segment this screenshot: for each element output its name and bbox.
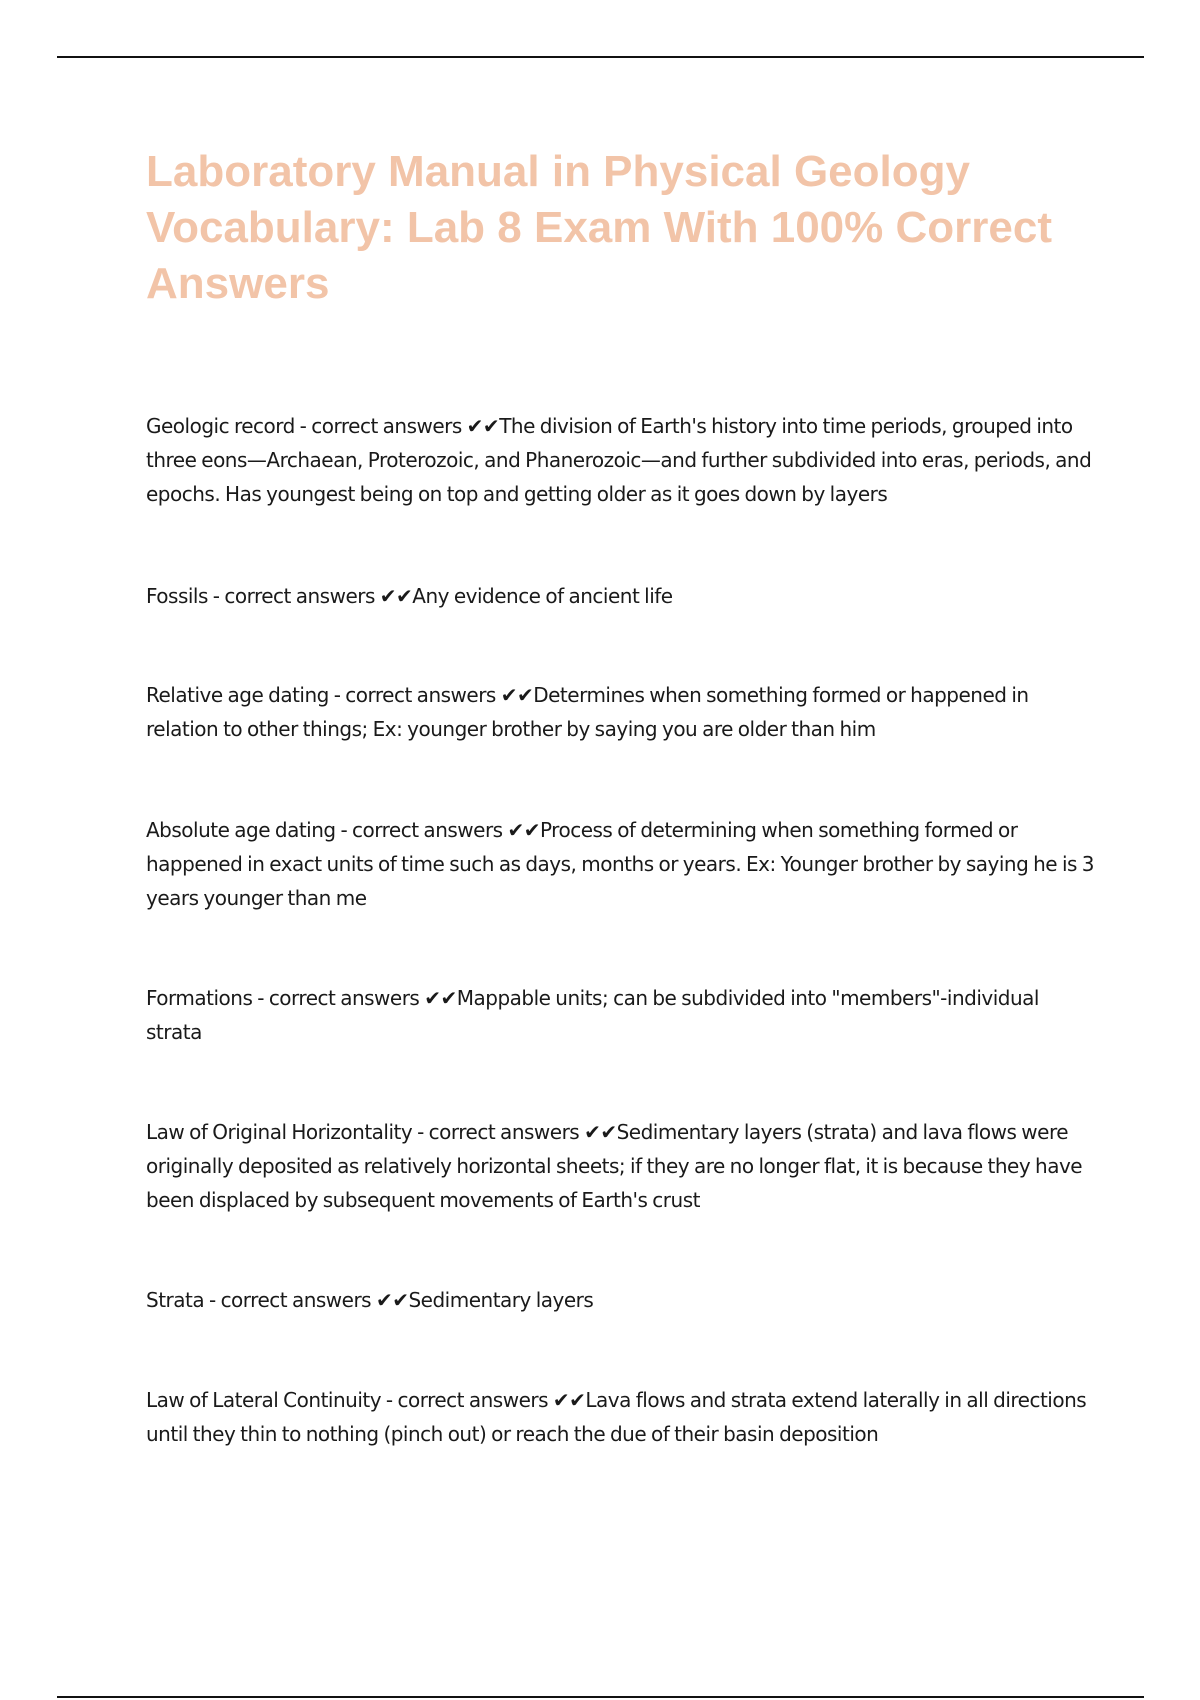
entry-term: Geologic record bbox=[146, 414, 295, 438]
entry-term: Absolute age dating bbox=[146, 818, 336, 842]
entry-separator: - bbox=[252, 986, 269, 1010]
vocab-entry bbox=[146, 1383, 1096, 1451]
vocab-entry bbox=[146, 1115, 1096, 1217]
entry-separator: - bbox=[294, 414, 312, 438]
entry-term: Formations bbox=[146, 986, 253, 1010]
entry-separator: - bbox=[207, 584, 225, 608]
document-title: Laboratory Manual in Physical Geology Vocabulary: Lab 8 Exam With 100% Correct Answers bbox=[146, 147, 1052, 308]
double-check-icon: ✔✔ bbox=[375, 1288, 409, 1312]
vocab-entry bbox=[146, 1283, 1096, 1317]
entry-definition: Mappable units; can be subdivided into "members"-individual strata bbox=[146, 986, 1039, 1044]
entry-term: Law of Original Horizontality bbox=[146, 1120, 413, 1144]
entry-term: Relative age dating bbox=[146, 683, 329, 707]
entry-term: Law of Lateral Continuity bbox=[146, 1388, 382, 1412]
entry-answer-label: correct answers bbox=[345, 683, 496, 707]
double-check-icon: ✔✔ bbox=[424, 986, 457, 1010]
entry-answer-label: correct answers bbox=[352, 818, 503, 842]
entry-definition: Sedimentary layers (strata) and lava flows were originally deposited as relatively horizontal sheets; if they are no longer flat, it is because they have been displaced by subsequent movements of Earth's crust bbox=[146, 1120, 1083, 1212]
double-check-icon: ✔✔ bbox=[379, 584, 413, 608]
entry-definition: Sedimentary layers bbox=[408, 1288, 594, 1312]
top-rule bbox=[57, 56, 1144, 58]
entry-separator: - bbox=[381, 1388, 398, 1412]
entry-definition: The division of Earth's history into time periods, grouped into three eons—Archaean, Proterozoic, and Phanerozoic—and further subdivided into eras, periods, and epochs. Has youngest being on top and getting older as it goes down by layers bbox=[146, 414, 1092, 506]
entry-separator: - bbox=[335, 818, 353, 842]
entry-term: Strata bbox=[146, 1288, 205, 1312]
double-check-icon: ✔✔ bbox=[584, 1120, 617, 1144]
vocab-entry bbox=[146, 813, 1096, 915]
double-check-icon: ✔✔ bbox=[507, 818, 540, 842]
vocab-entry bbox=[146, 678, 1096, 746]
vocab-entry bbox=[146, 579, 1096, 613]
entry-answer-label: correct answers bbox=[220, 1288, 372, 1312]
entry-answer-label: correct answers bbox=[268, 986, 420, 1010]
entry-separator: - bbox=[412, 1120, 429, 1144]
double-check-icon: ✔✔ bbox=[466, 414, 500, 438]
vocab-entry bbox=[146, 981, 1096, 1049]
entry-answer-label: correct answers bbox=[428, 1120, 580, 1144]
entry-answer-label: correct answers bbox=[397, 1388, 549, 1412]
double-check-icon: ✔✔ bbox=[552, 1388, 586, 1412]
entry-term: Fossils bbox=[146, 584, 208, 608]
entry-definition: Process of determining when something formed or happened in exact units of time such as days, months or years. Ex: Younger brother by saying he is 3 years younger than me bbox=[146, 818, 1095, 910]
entry-separator: - bbox=[328, 683, 346, 707]
entry-answer-label: correct answers bbox=[224, 584, 375, 608]
double-check-icon: ✔✔ bbox=[500, 683, 534, 707]
entry-definition: Lava flows and strata extend laterally in all directions until they thin to nothing (pinch out) or reach the due of their basin deposition bbox=[146, 1388, 1087, 1446]
vocab-entry bbox=[146, 409, 1096, 511]
bottom-rule bbox=[57, 1696, 1144, 1698]
entry-separator: - bbox=[204, 1288, 221, 1312]
entry-definition: Any evidence of ancient life bbox=[412, 584, 673, 608]
entry-answer-label: correct answers bbox=[311, 414, 462, 438]
entry-definition: Determines when something formed or happened in relation to other things; Ex: younger brother by saying you are older than him bbox=[146, 683, 1029, 741]
